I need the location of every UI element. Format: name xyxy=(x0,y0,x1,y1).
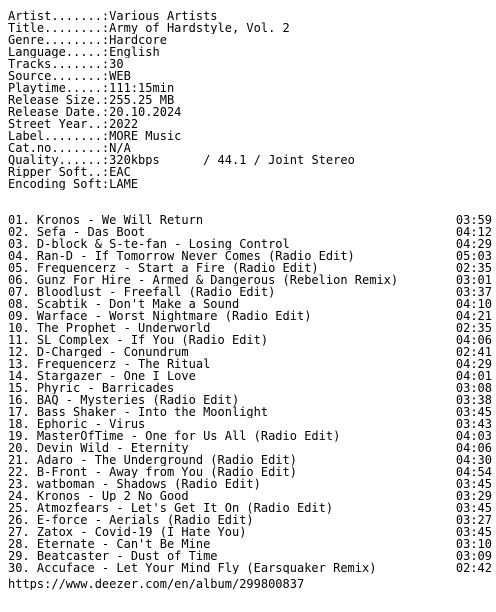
meta-row xyxy=(8,142,492,154)
track-duration: 02:41 xyxy=(455,346,492,358)
meta-row xyxy=(8,154,492,166)
track-title: 21. Adaro - The Underground (Radio Edit) xyxy=(8,454,297,466)
track-title: 05. Frequencerz - Start a Fire (Radio Edit) xyxy=(8,262,319,274)
tracklist xyxy=(8,214,492,574)
track-row xyxy=(8,214,492,226)
meta-row xyxy=(8,94,492,106)
track-title: 24. Kronos - Up 2 No Good xyxy=(8,490,189,502)
meta-row xyxy=(8,46,492,58)
meta-row xyxy=(8,130,492,142)
track-title: 22. B-Front - Away from You (Radio Edit) xyxy=(8,466,297,478)
track-row xyxy=(8,406,492,418)
track-title: 09. Warface - Worst Nightmare (Radio Edit) xyxy=(8,310,312,322)
meta-key: Artist.......: xyxy=(8,10,110,22)
meta-row xyxy=(8,70,492,82)
track-duration: 03:43 xyxy=(455,418,492,430)
meta-row xyxy=(8,166,492,178)
track-row xyxy=(8,466,492,478)
track-row xyxy=(8,394,492,406)
track-title: 12. D-Charged - Conundrum xyxy=(8,346,189,358)
section-spacer xyxy=(8,190,492,214)
track-row xyxy=(8,298,492,310)
track-duration: 04:12 xyxy=(455,226,492,238)
track-duration: 04:54 xyxy=(455,466,492,478)
meta-value: LAME xyxy=(109,178,139,190)
meta-key: Release Date.: xyxy=(8,106,110,118)
track-row xyxy=(8,490,492,502)
track-duration: 04:01 xyxy=(455,370,492,382)
track-row xyxy=(8,250,492,262)
meta-row xyxy=(8,106,492,118)
meta-value: Army of Hardstyle, Vol. 2 xyxy=(109,22,290,34)
meta-key: Label........: xyxy=(8,130,110,142)
track-duration: 03:10 xyxy=(455,538,492,550)
track-title: 25. Atmozfears - Let's Get It On (Radio Edit) xyxy=(8,502,334,514)
track-duration: 04:03 xyxy=(455,430,492,442)
track-duration: 03:01 xyxy=(455,274,492,286)
track-title: 16. BAQ - Mysteries (Radio Edit) xyxy=(8,394,240,406)
meta-key: Ripper Soft..: xyxy=(8,166,110,178)
track-title: 13. Frequencerz - The Ritual xyxy=(8,358,211,370)
track-duration: 04:06 xyxy=(455,442,492,454)
track-row xyxy=(8,442,492,454)
track-title: 18. Ephoric - Virus xyxy=(8,418,146,430)
track-row xyxy=(8,238,492,250)
track-title: 30. Accuface - Let Your Mind Fly (Earsquaker Remix) xyxy=(8,562,377,574)
meta-key: Language.....: xyxy=(8,46,110,58)
track-duration: 03:08 xyxy=(455,382,492,394)
meta-row xyxy=(8,22,492,34)
meta-key: Release Size.: xyxy=(8,94,110,106)
meta-row xyxy=(8,178,492,190)
meta-value: Various Artists xyxy=(109,10,218,22)
track-duration: 03:45 xyxy=(455,502,492,514)
meta-value: EAC xyxy=(109,166,131,178)
release-info-document xyxy=(8,10,492,590)
track-row xyxy=(8,226,492,238)
track-row xyxy=(8,382,492,394)
track-row xyxy=(8,334,492,346)
meta-value: 255.25 MB xyxy=(109,94,175,106)
track-duration: 04:06 xyxy=(455,334,492,346)
album-url[interactable]: https://www.deezer.com/en/album/299800837 xyxy=(8,578,305,590)
track-row xyxy=(8,286,492,298)
track-duration: 03:27 xyxy=(455,514,492,526)
track-title: 04. Ran-D - If Tomorrow Never Comes (Radio Edit) xyxy=(8,250,355,262)
track-row xyxy=(8,526,492,538)
track-row xyxy=(8,550,492,562)
track-title: 20. Devin Wild - Eternity xyxy=(8,442,189,454)
track-row xyxy=(8,454,492,466)
meta-key: Cat.no.......: xyxy=(8,142,110,154)
track-title: 17. Bass Shaker - Into the Moonlight xyxy=(8,406,269,418)
track-duration: 04:10 xyxy=(455,298,492,310)
track-row xyxy=(8,418,492,430)
track-title: 02. Sefa - Das Boot xyxy=(8,226,146,238)
meta-row xyxy=(8,118,492,130)
track-duration: 03:09 xyxy=(455,550,492,562)
meta-value: 20.10.2024 xyxy=(109,106,182,118)
track-row xyxy=(8,262,492,274)
meta-value: 111:15min xyxy=(109,82,175,94)
track-row xyxy=(8,514,492,526)
meta-key: Encoding Soft: xyxy=(8,178,110,190)
meta-key: Tracks.......: xyxy=(8,58,110,70)
track-row xyxy=(8,358,492,370)
track-title: 26. E-force - Aerials (Radio Edit) xyxy=(8,514,254,526)
track-duration: 05:03 xyxy=(455,250,492,262)
track-duration: 03:37 xyxy=(455,286,492,298)
track-row xyxy=(8,370,492,382)
meta-key: Title........: xyxy=(8,22,110,34)
track-duration: 03:45 xyxy=(455,526,492,538)
track-title: 06. Gunz For Hire - Armed & Dangerous (Rebelion Remix) xyxy=(8,274,399,286)
meta-key: Playtime.....: xyxy=(8,82,110,94)
meta-value: 2022 xyxy=(109,118,139,130)
track-title: 03. D-block & S-te-fan - Losing Control xyxy=(8,238,290,250)
track-duration: 02:42 xyxy=(455,562,492,574)
track-row xyxy=(8,346,492,358)
track-duration: 03:38 xyxy=(455,394,492,406)
meta-value: Hardcore xyxy=(109,34,167,46)
meta-key: Genre........: xyxy=(8,34,110,46)
metadata-block xyxy=(8,10,492,190)
meta-key: Source.......: xyxy=(8,70,110,82)
meta-value: English xyxy=(109,46,160,58)
meta-row xyxy=(8,58,492,70)
track-title: 10. The Prophet - Underworld xyxy=(8,322,211,334)
track-title: 01. Kronos - We Will Return xyxy=(8,214,204,226)
track-title: 28. Eternate - Can't Be Mine xyxy=(8,538,211,550)
track-duration: 04:29 xyxy=(455,358,492,370)
track-title: 15. Phyric - Barricades xyxy=(8,382,175,394)
track-row xyxy=(8,322,492,334)
track-title: 19. MasterOfTime - One for Us All (Radio Edit) xyxy=(8,430,341,442)
meta-value: N/A xyxy=(109,142,131,154)
track-duration: 03:45 xyxy=(455,478,492,490)
track-row xyxy=(8,478,492,490)
track-duration: 03:29 xyxy=(455,490,492,502)
meta-key: Street Year..: xyxy=(8,118,110,130)
track-duration: 04:21 xyxy=(455,310,492,322)
track-row xyxy=(8,310,492,322)
meta-value: 320kbps / 44.1 / Joint Stereo xyxy=(109,154,355,166)
meta-row xyxy=(8,82,492,94)
track-duration: 04:29 xyxy=(455,238,492,250)
track-title: 14. Stargazer - One I Love xyxy=(8,370,196,382)
track-title: 29. Beatcaster - Dust of Time xyxy=(8,550,218,562)
meta-value: WEB xyxy=(109,70,131,82)
meta-row xyxy=(8,10,492,22)
track-row xyxy=(8,562,492,574)
track-title: 23. watboman - Shadows (Radio Edit) xyxy=(8,478,261,490)
track-row xyxy=(8,538,492,550)
track-row xyxy=(8,502,492,514)
track-row xyxy=(8,430,492,442)
meta-row xyxy=(8,34,492,46)
meta-value: 30 xyxy=(109,58,124,70)
track-title: 08. Scabtik - Don't Make a Sound xyxy=(8,298,240,310)
meta-key: Quality......: xyxy=(8,154,110,166)
track-title: 07. Bloodlust - Freefall (Radio Edit) xyxy=(8,286,276,298)
track-title: 11. SL Complex - If You (Radio Edit) xyxy=(8,334,269,346)
meta-value: MORE Music xyxy=(109,130,182,142)
track-row xyxy=(8,274,492,286)
track-duration: 03:59 xyxy=(455,214,492,226)
track-duration: 02:35 xyxy=(455,262,492,274)
track-title: 27. Zatox - Covid-19 (I Hate You) xyxy=(8,526,247,538)
track-duration: 02:35 xyxy=(455,322,492,334)
track-duration: 04:30 xyxy=(455,454,492,466)
track-duration: 03:45 xyxy=(455,406,492,418)
